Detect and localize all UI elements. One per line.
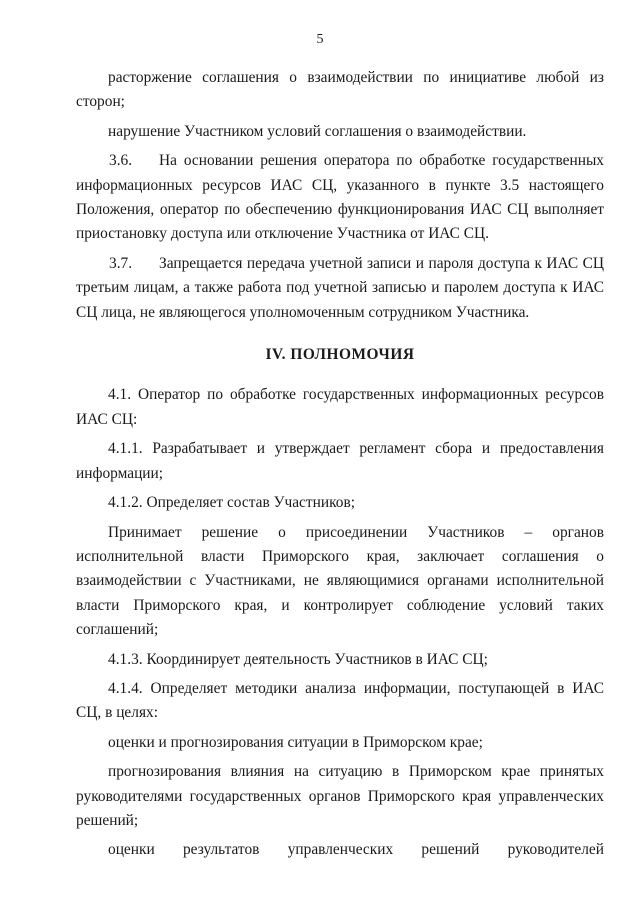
document-body xyxy=(76,66,604,868)
clause-number: 3.6. xyxy=(109,152,133,170)
section-title: IV. ПОЛНОМОЧИЯ xyxy=(265,346,415,364)
paragraph: 4.1.2. Определяет состав Участников; xyxy=(108,494,356,512)
paragraph: оценки и прогнозирования ситуации в Приморском крае; xyxy=(108,733,483,751)
paragraph: 4.1.3. Координирует деятельность Участников в ИАС СЦ; xyxy=(108,650,488,668)
paragraph: расторжение соглашения о взаимодействии по инициативе любой из сторон; xyxy=(76,69,604,111)
clause-3-7 xyxy=(76,252,604,325)
paragraph: Принимает решение о присоединении Участников – органов исполнительной власти Приморского края, заключает соглашения о взаимодействии с Участниками, не являющимися органами исполнительной власти Приморского края, и контролирует соблюдение условий таких соглашений; xyxy=(76,523,604,639)
paragraph: оценки результатов управленческих решений руководителей xyxy=(108,841,604,859)
paragraph: нарушение Участником условий соглашения о взаимодействии. xyxy=(108,122,527,140)
page-number: 5 xyxy=(316,32,324,47)
paragraph: 4.1.4. Определяет методики анализа информации, поступающей в ИАС СЦ, в целях: xyxy=(76,679,604,722)
clause-number: 3.7. xyxy=(109,254,133,272)
paragraph: 4.1.1. Разрабатывает и утверждает регламент сбора и предоставления информации; xyxy=(76,440,604,482)
clause-3-6 xyxy=(76,149,604,247)
clause-text: Запрещается передача учетной записи и пароля доступа к ИАС СЦ третьим лицам, а также работа под учетной записью и паролем доступа к ИАС СЦ лица, не являющегося уполномоченным сотрудником Участника. xyxy=(76,254,604,321)
clause-text: На основании решения оператора по обработке государственных информационных ресурсов ИАС СЦ, указанного в пункте 3.5 настоящего Положения, оператор по обеспечению функционирования ИАС СЦ выполняет приостановку доступа или отключение Участника от ИАС СЦ. xyxy=(76,152,604,243)
paragraph: 4.1. Оператор по обработке государственных информационных ресурсов ИАС СЦ: xyxy=(76,386,604,428)
paragraph: прогнозирования влияния на ситуацию в Приморском крае принятых руководителями государственных органов Приморского края управленческих решений; xyxy=(76,763,604,829)
